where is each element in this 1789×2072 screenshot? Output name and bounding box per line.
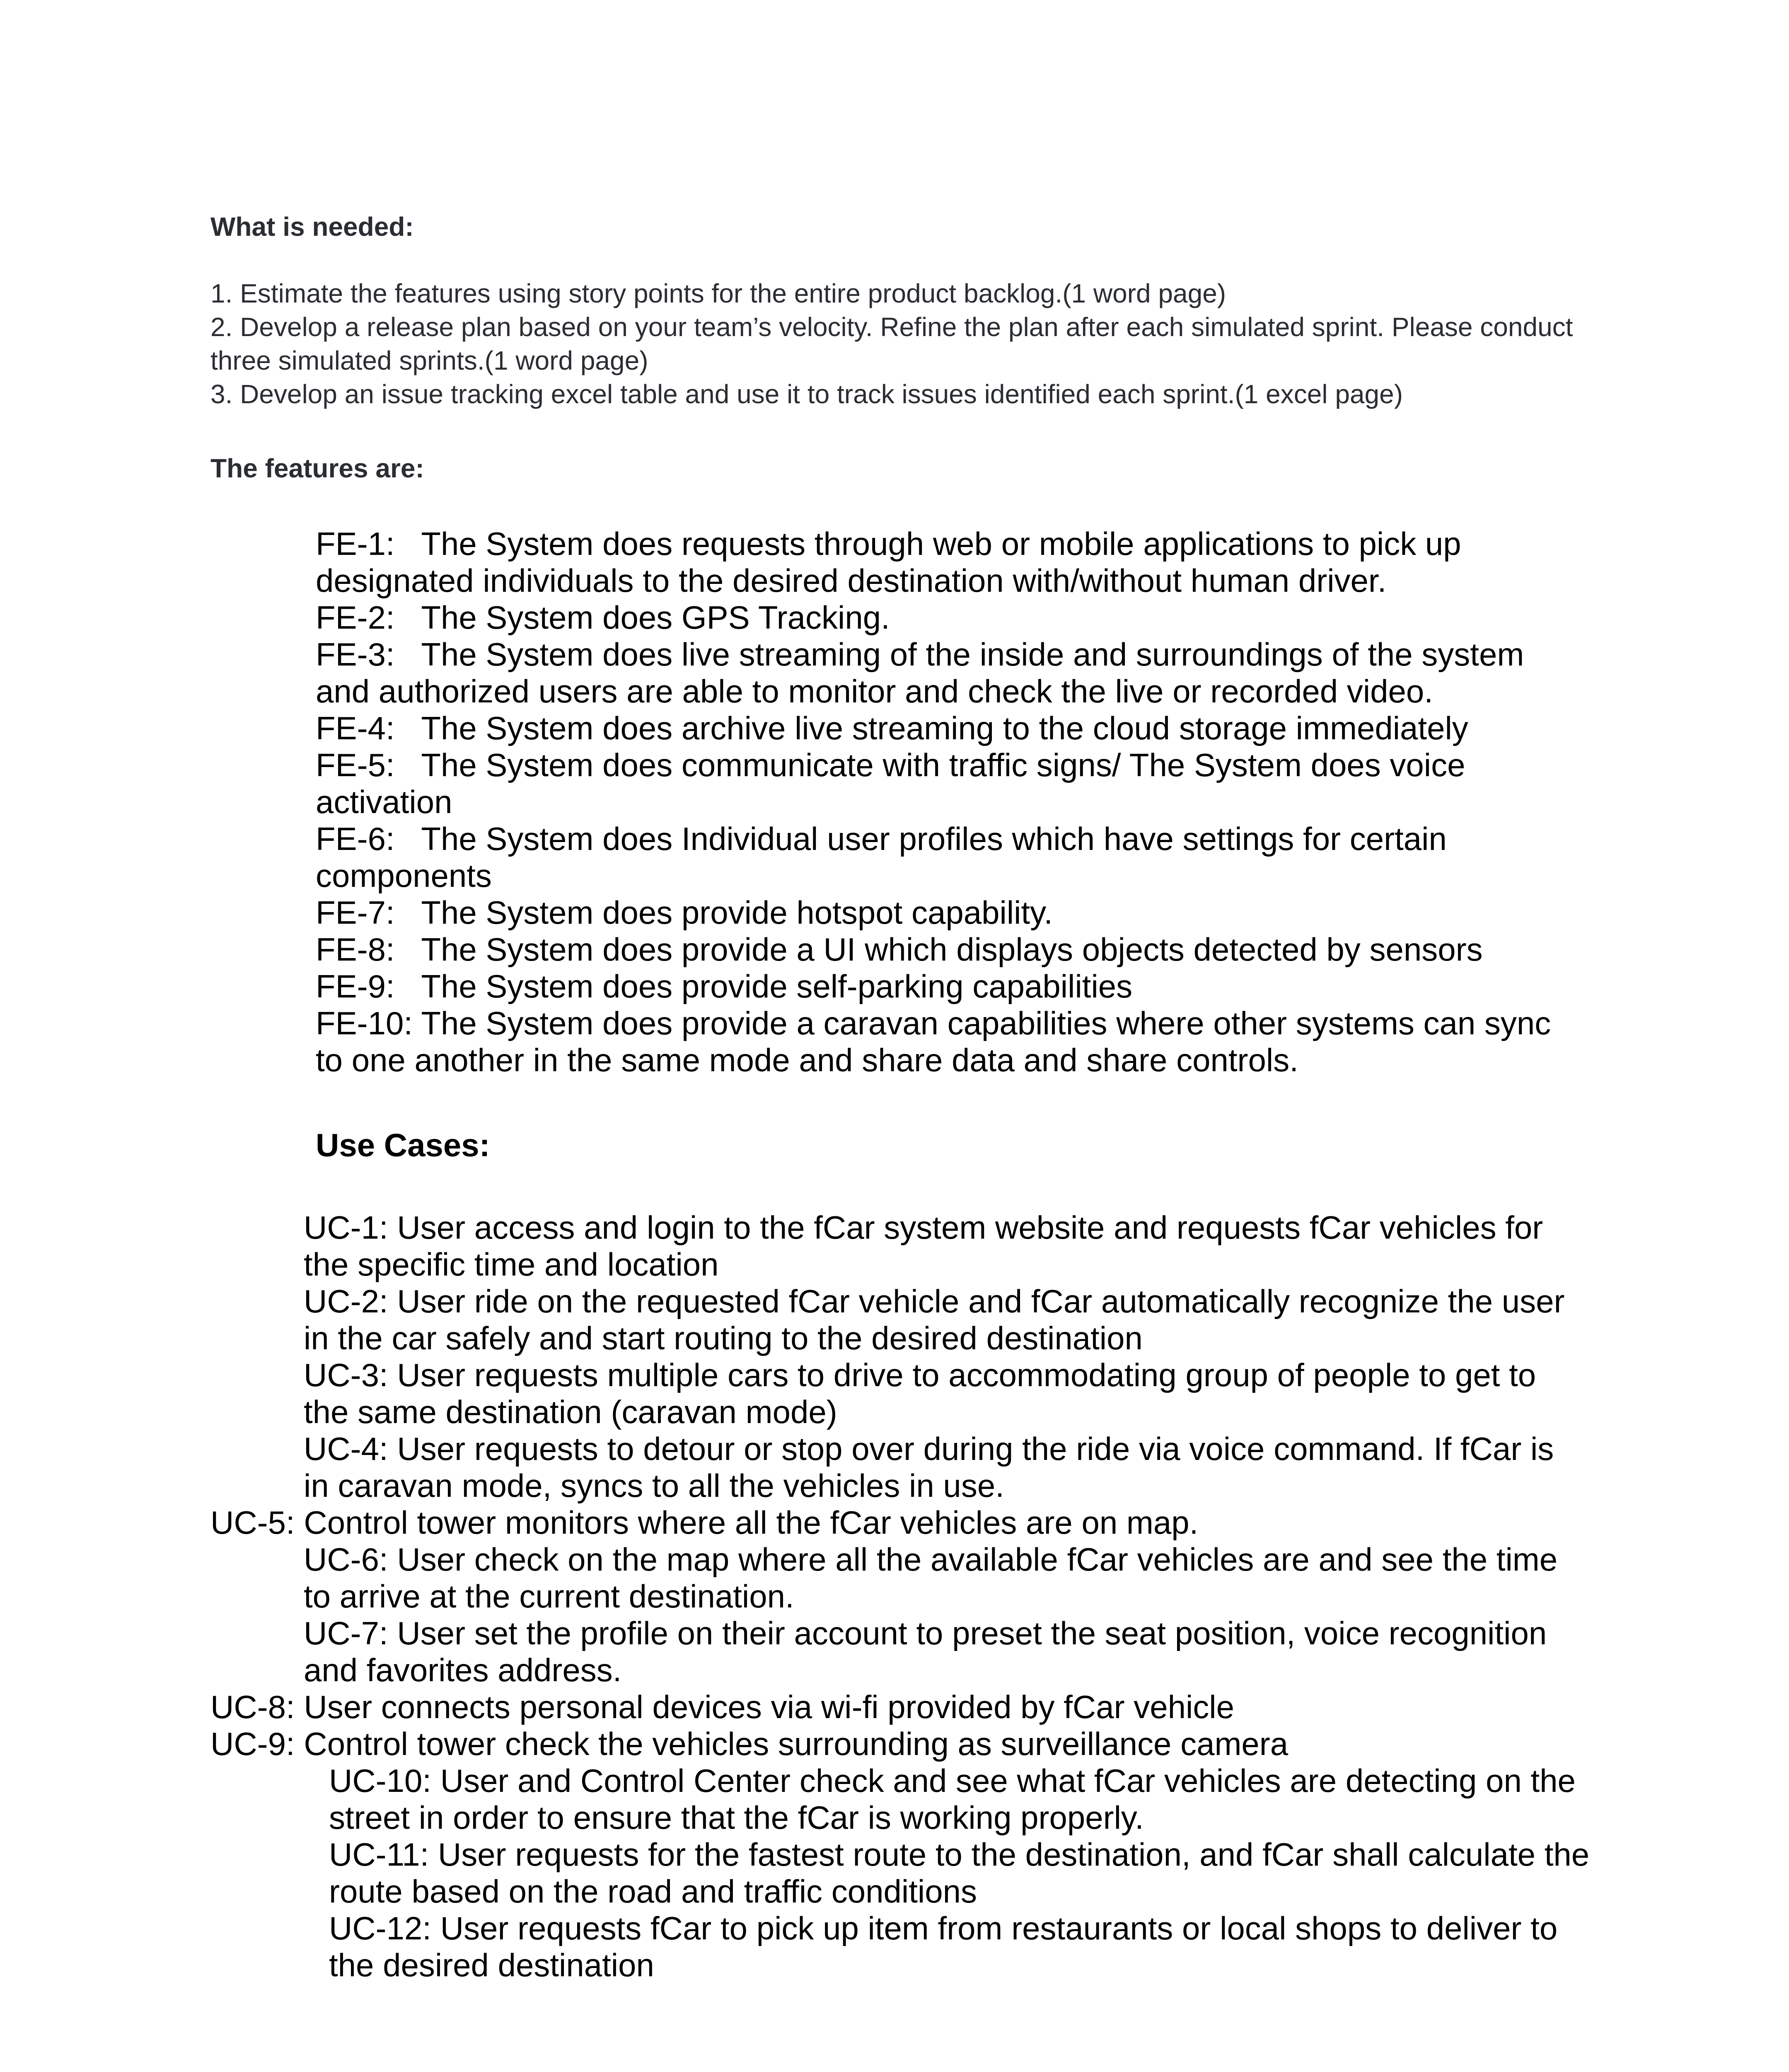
feature-item-5	[316, 747, 1584, 821]
feature-text: The System does requests through web or mobile applications to pick up designated individuals to the desired destination with/without human driver.	[316, 525, 1461, 599]
feature-id: FE-8:	[316, 931, 395, 968]
feature-item-7	[316, 894, 1584, 931]
feature-item-10	[316, 1005, 1584, 1079]
feature-id: FE-3:	[316, 636, 395, 673]
feature-item-1	[316, 525, 1584, 599]
use-case-id: UC-7:	[304, 1615, 388, 1651]
use-case-text: User check on the map where all the available fCar vehicles are and see the time to arrive at the current destination.	[304, 1541, 1558, 1615]
use-case-item-12	[329, 1910, 1597, 1984]
feature-id: FE-2:	[316, 599, 395, 636]
use-case-id: UC-11:	[329, 1836, 429, 1873]
use-case-item-10	[329, 1762, 1597, 1836]
feature-id: FE-10:	[316, 1005, 413, 1041]
needed-list	[210, 277, 1627, 411]
feature-text: The System does provide a UI which displays objects detected by sensors	[421, 931, 1483, 968]
use-case-group-1	[304, 1209, 1580, 1504]
feature-id: FE-4:	[316, 710, 395, 746]
feature-id: FE-9:	[316, 968, 395, 1005]
needed-item-3: 3. Develop an issue tracking excel table and use it to track issues identified each sprint.(1 excel page)	[210, 379, 1403, 409]
use-case-id: UC-3:	[304, 1357, 388, 1393]
use-case-id: UC-8:	[210, 1689, 295, 1725]
use-case-item-7	[304, 1615, 1580, 1689]
use-case-item-5	[210, 1504, 1578, 1541]
feature-list	[316, 525, 1584, 1079]
feature-text: The System does Individual user profiles which have settings for certain components	[316, 821, 1447, 894]
what-is-needed-heading: What is needed:	[210, 212, 414, 242]
use-case-text: Control tower monitors where all the fCar vehicles are on map.	[304, 1504, 1199, 1541]
use-case-id: UC-4:	[304, 1431, 388, 1467]
use-case-id: UC-2:	[304, 1283, 388, 1319]
use-case-item-3	[304, 1357, 1580, 1431]
needed-item-1: 1. Estimate the features using story points for the entire product backlog.(1 word page)	[210, 278, 1226, 308]
feature-text: The System does provide a caravan capabilities where other systems can sync to one another in the same mode and share data and share controls.	[316, 1005, 1551, 1078]
use-case-id: UC-10:	[329, 1762, 432, 1799]
use-case-id: UC-12:	[329, 1910, 432, 1946]
use-case-group-4	[329, 1762, 1597, 1984]
use-case-text: User requests fCar to pick up item from restaurants or local shops to deliver to the desired destination	[329, 1910, 1558, 1983]
use-cases-heading: Use Cases:	[316, 1127, 490, 1163]
feature-item-8	[316, 931, 1584, 968]
feature-text: The System does live streaming of the inside and surroundings of the system and authorized users are able to monitor and check the live or recorded video.	[316, 636, 1524, 709]
feature-item-6	[316, 821, 1584, 894]
use-case-item-4	[304, 1431, 1580, 1504]
feature-text: The System does archive live streaming to the cloud storage immediately	[421, 710, 1468, 746]
use-case-item-2	[304, 1283, 1580, 1357]
feature-id: FE-5:	[316, 747, 395, 783]
use-case-text: User set the profile on their account to preset the seat position, voice recognition and favorites address.	[304, 1615, 1547, 1688]
use-case-text: Control tower check the vehicles surrounding as surveillance camera	[304, 1726, 1289, 1762]
use-case-item-6	[304, 1541, 1580, 1615]
use-case-id: UC-5:	[210, 1504, 295, 1541]
use-case-text: User and Control Center check and see what fCar vehicles are detecting on the street in order to ensure that the fCar is working properly.	[329, 1762, 1576, 1836]
feature-id: FE-6:	[316, 821, 395, 857]
feature-item-9	[316, 968, 1584, 1005]
feature-item-4	[316, 710, 1584, 747]
use-case-item-9	[210, 1726, 1578, 1762]
use-case-text: User requests to detour or stop over during the ride via voice command. If fCar is in caravan mode, syncs to all the vehicles in use.	[304, 1431, 1554, 1504]
use-case-text: User requests for the fastest route to the destination, and fCar shall calculate the route based on the road and traffic conditions	[329, 1836, 1590, 1910]
needed-item-2: 2. Develop a release plan based on your team’s velocity. Refine the plan after each simulated sprint. Please conduct three simulated sprints.(1 word page)	[210, 312, 1573, 375]
feature-id: FE-1:	[316, 525, 395, 562]
features-heading: The features are:	[210, 453, 424, 483]
use-case-item-11	[329, 1836, 1597, 1910]
feature-text: The System does communicate with traffic signs/ The System does voice activation	[316, 747, 1465, 820]
use-case-id: UC-6:	[304, 1541, 388, 1578]
use-case-text: User access and login to the fCar system website and requests fCar vehicles for the specific time and location	[304, 1209, 1543, 1283]
use-case-text: User requests multiple cars to drive to accommodating group of people to get to the same destination (caravan mode)	[304, 1357, 1536, 1430]
use-case-text: User connects personal devices via wi-fi provided by fCar vehicle	[304, 1689, 1235, 1725]
use-case-group-3	[210, 1689, 1578, 1762]
feature-text: The System does provide self-parking capabilities	[421, 968, 1133, 1005]
use-case-id: UC-9:	[210, 1726, 295, 1762]
feature-item-3	[316, 636, 1584, 710]
use-case-text: User ride on the requested fCar vehicle and fCar automatically recognize the user in the car safely and start routing to the desired destination	[304, 1283, 1565, 1356]
use-case-id: UC-1:	[304, 1209, 388, 1246]
use-case-item-1	[304, 1209, 1580, 1283]
feature-text: The System does GPS Tracking.	[421, 599, 890, 636]
feature-item-2	[316, 599, 1584, 636]
feature-id: FE-7:	[316, 894, 395, 931]
use-case-group-2	[304, 1541, 1580, 1689]
use-case-item-8	[210, 1689, 1578, 1726]
feature-text: The System does provide hotspot capability.	[421, 894, 1053, 931]
